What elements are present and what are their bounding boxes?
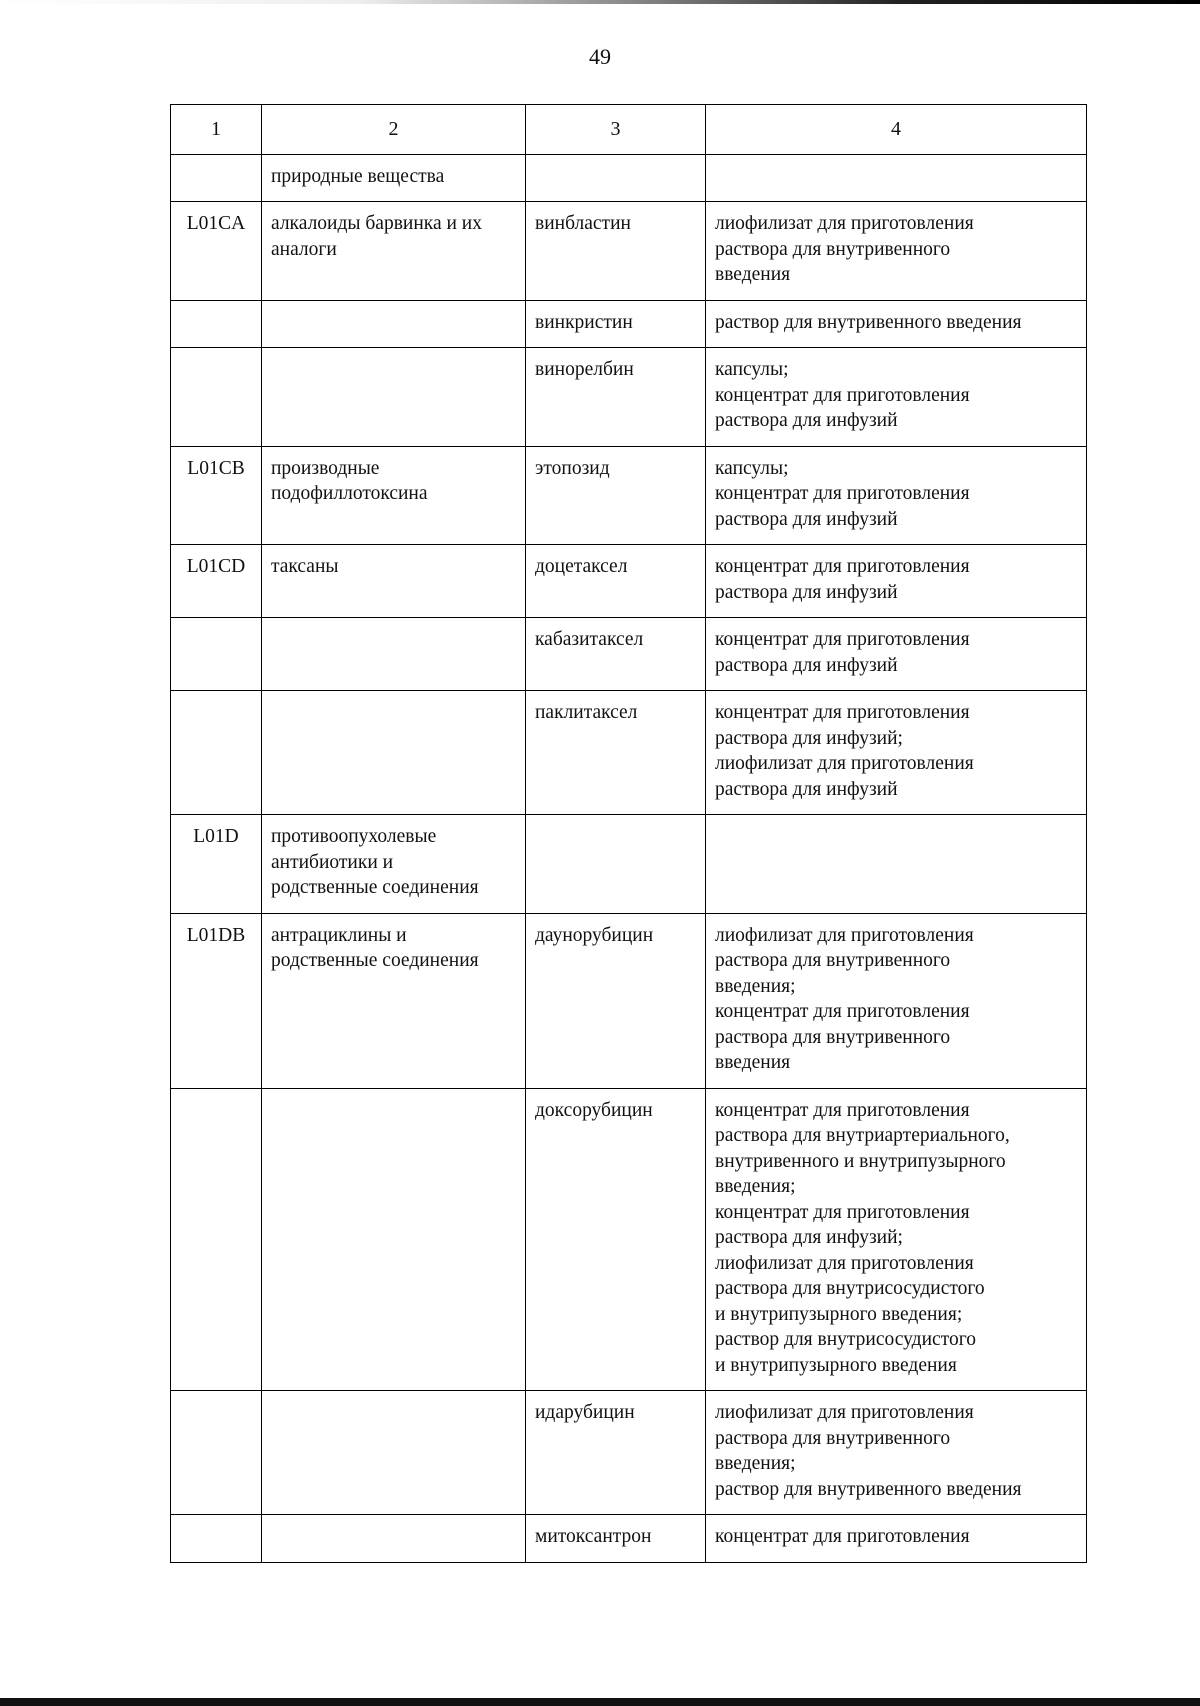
cell-drug-name-line: даунорубицин (535, 924, 654, 946)
table-row (171, 202, 1087, 301)
cell-drug-name-line: доцетаксел (535, 556, 628, 577)
cell-drug-name-line: винорелбин (535, 359, 634, 380)
cell-dosage-form-line: концентрат для приготовления (715, 702, 970, 723)
cell-dosage-form (706, 1391, 1087, 1515)
cell-group (262, 1391, 526, 1515)
cell-dosage-form-line: введения; (715, 1453, 796, 1474)
cell-drug-name (526, 202, 706, 301)
cell-dosage-form (706, 202, 1087, 301)
cell-atc-code (171, 618, 262, 691)
cell-group (262, 545, 526, 618)
table-row (171, 446, 1087, 545)
cell-dosage-form-line: лиофилизат для приготовления (715, 1252, 974, 1274)
cell-drug-name (526, 913, 706, 1088)
cell-drug-name-line: митоксантрон (535, 1526, 652, 1547)
cell-dosage-form-line: лиофилизат для приготовления (715, 753, 974, 774)
cell-atc-code (171, 348, 262, 447)
cell-group-line: антибиотики и (271, 851, 394, 873)
cell-group (262, 1515, 526, 1563)
cell-drug-name (526, 1391, 706, 1515)
cell-dosage-form (706, 446, 1087, 545)
cell-atc-code (171, 1391, 262, 1515)
table-row (171, 913, 1087, 1088)
cell-drug-name (526, 545, 706, 618)
cell-dosage-form-line: концентрат для приготовления (715, 384, 970, 406)
cell-dosage-form-line: раствора для внутривенного (715, 1427, 951, 1449)
cell-dosage-form-line: введения; (715, 1176, 796, 1197)
cell-group-line: аналоги (271, 238, 337, 260)
cell-group (262, 913, 526, 1088)
cell-dosage-form-line: раствор для внутрисосудистого (715, 1329, 976, 1350)
cell-dosage-form (706, 300, 1087, 348)
table-row (171, 300, 1087, 348)
cell-drug-name-line: этопозид (535, 457, 610, 479)
table-row (171, 154, 1087, 202)
cell-drug-name-line: паклитаксел (535, 702, 638, 723)
header-col-4: 4 (706, 105, 1087, 155)
cell-group-line: родственные соединения (271, 950, 479, 971)
cell-dosage-form (706, 348, 1087, 447)
cell-drug-name (526, 691, 706, 815)
cell-drug-name-line: идарубицин (535, 1402, 635, 1423)
cell-dosage-form-line: раствора для инфузий (715, 410, 898, 431)
cell-dosage-form-line: капсулы; (715, 359, 789, 380)
cell-dosage-form (706, 618, 1087, 691)
cell-drug-name (526, 348, 706, 447)
cell-dosage-form (706, 154, 1087, 202)
cell-dosage-form-line: раствора для внутривенного (715, 1026, 951, 1048)
cell-atc-code: L01CA (171, 202, 262, 301)
cell-drug-name-line: винкристин (535, 311, 633, 333)
page-number: 49 (589, 44, 611, 69)
cell-drug-name (526, 618, 706, 691)
cell-atc-code: L01D (171, 815, 262, 914)
cell-dosage-form-line: раствора для внутриартериального, (715, 1125, 1010, 1146)
table-body (171, 105, 1087, 1563)
cell-drug-name (526, 154, 706, 202)
header-col-1: 1 (171, 105, 262, 155)
cell-dosage-form-line: раствора для инфузий (715, 778, 898, 800)
cell-group (262, 815, 526, 914)
cell-drug-name (526, 446, 706, 545)
cell-atc-code (171, 1088, 262, 1391)
cell-dosage-form-line: лиофилизат для приготовления (715, 924, 974, 946)
cell-dosage-form-line: раствора для инфузий (715, 508, 898, 530)
cell-atc-code (171, 154, 262, 202)
cell-atc-code: L01CB (171, 446, 262, 545)
cell-group (262, 446, 526, 545)
cell-group (262, 691, 526, 815)
cell-dosage-form-line: раствора для внутривенного (715, 238, 951, 260)
cell-dosage-form-line: лиофилизат для приготовления (715, 1402, 974, 1423)
cell-dosage-form-line: раствора для инфузий; (715, 727, 903, 749)
cell-dosage-form-line: концентрат для приготовления (715, 629, 970, 650)
cell-dosage-form (706, 913, 1087, 1088)
cell-dosage-form-line: концентрат для приготовления (715, 483, 970, 504)
cell-dosage-form (706, 815, 1087, 914)
cell-dosage-form-line: лиофилизат для приготовления (715, 213, 974, 234)
cell-atc-code: L01DB (171, 913, 262, 1088)
table-row (171, 348, 1087, 447)
cell-drug-name (526, 815, 706, 914)
cell-atc-code (171, 1515, 262, 1563)
header-col-3: 3 (526, 105, 706, 155)
cell-dosage-form-line: концентрат для приготовления (715, 1526, 970, 1547)
table-row (171, 545, 1087, 618)
cell-dosage-form-line: концентрат для приготовления (715, 1099, 970, 1121)
cell-dosage-form (706, 545, 1087, 618)
table-row (171, 815, 1087, 914)
cell-group (262, 348, 526, 447)
cell-dosage-form-line: концентрат для приготовления (715, 1201, 970, 1223)
cell-group-line: родственные соединения (271, 877, 479, 898)
cell-dosage-form-line: капсулы; (715, 457, 789, 479)
table-row (171, 1088, 1087, 1391)
cell-drug-name (526, 300, 706, 348)
cell-dosage-form-line: раствора для инфузий (715, 654, 898, 676)
cell-drug-name-line: кабазитаксел (535, 629, 644, 650)
scan-top-edge (0, 0, 1200, 4)
cell-group-line: таксаны (271, 556, 339, 577)
cell-dosage-form-line: и внутрипузырного введения (715, 1354, 957, 1376)
cell-group (262, 202, 526, 301)
cell-group-line: противоопухолевые (271, 826, 437, 847)
cell-dosage-form-line: концентрат для приготовления (715, 1001, 970, 1022)
cell-atc-code: L01CD (171, 545, 262, 618)
cell-group-line: антрациклины и (271, 924, 407, 946)
cell-dosage-form-line: раствор для внутривенного введения (715, 311, 1022, 333)
cell-group (262, 1088, 526, 1391)
header-col-2: 2 (262, 105, 526, 155)
table-row (171, 618, 1087, 691)
cell-dosage-form-line: раствора для внутривенного (715, 950, 951, 971)
cell-drug-name (526, 1088, 706, 1391)
table-row (171, 691, 1087, 815)
cell-dosage-form-line: внутривенного и внутрипузырного (715, 1150, 1006, 1172)
drug-table (170, 104, 1087, 1563)
cell-dosage-form (706, 691, 1087, 815)
table-row (171, 1515, 1087, 1563)
cell-dosage-form-line: введения; (715, 975, 796, 997)
cell-drug-name-line: винбластин (535, 213, 631, 234)
cell-dosage-form-line: концентрат для приготовления (715, 556, 970, 577)
cell-group-line: алкалоиды барвинка и их (271, 213, 482, 234)
cell-group (262, 618, 526, 691)
cell-drug-name (526, 1515, 706, 1563)
cell-dosage-form-line: введения (715, 264, 791, 285)
cell-dosage-form-line: раствор для внутривенного введения (715, 1478, 1022, 1500)
scan-bottom-edge (0, 1698, 1200, 1706)
cell-atc-code (171, 300, 262, 348)
cell-group-line: подофиллотоксина (271, 483, 428, 504)
table-row (171, 1391, 1087, 1515)
cell-atc-code (171, 691, 262, 815)
cell-dosage-form-line: введения (715, 1052, 791, 1073)
cell-group (262, 154, 526, 202)
cell-dosage-form-line: раствора для внутрисосудистого (715, 1278, 985, 1299)
cell-drug-name-line: доксорубицин (535, 1099, 653, 1121)
cell-group-line: производные (271, 457, 380, 479)
cell-group-line: природные вещества (271, 165, 445, 187)
cell-dosage-form-line: и внутрипузырного введения; (715, 1303, 963, 1325)
cell-dosage-form-line: раствора для инфузий; (715, 1227, 903, 1248)
cell-dosage-form-line: раствора для инфузий (715, 581, 898, 603)
cell-dosage-form (706, 1088, 1087, 1391)
cell-group (262, 300, 526, 348)
cell-dosage-form (706, 1515, 1087, 1563)
header-row (171, 105, 1087, 155)
